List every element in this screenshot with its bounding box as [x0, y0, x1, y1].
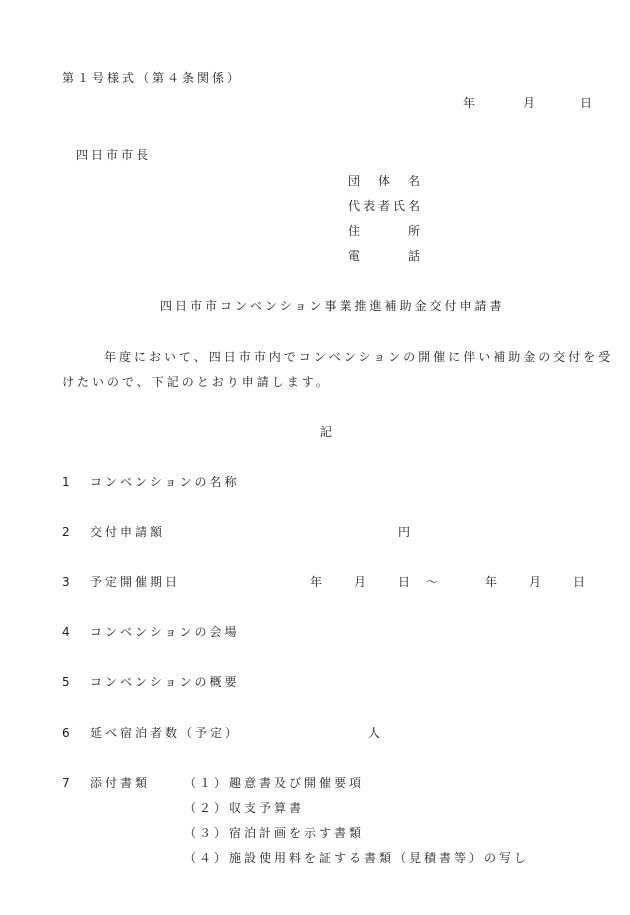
item-number: 5 — [62, 675, 73, 689]
item-label-grant-amount: 交付申請額 — [90, 525, 166, 539]
document-title: 四日市市コンベンション事業推進補助金交付申請書 — [160, 299, 505, 313]
attachment-item: （４）施設使用料を証する書類（見積書等）の写し — [184, 851, 530, 865]
item-label-scheduled-dates: 予定開催期日 — [90, 575, 181, 589]
date-day-label: 日 — [580, 96, 596, 110]
item-number: 6 — [62, 726, 73, 740]
person-unit: 人 — [368, 726, 384, 740]
start-day-label: 日 — [398, 575, 414, 589]
item-number: 3 — [62, 575, 73, 589]
attachment-item: （３）宿泊計画を示す書類 — [184, 826, 365, 840]
end-month-label: 月 — [529, 575, 545, 589]
applicant-group-name-label: 団 体 名 — [348, 174, 424, 188]
form-number: 第１号様式（第４条関係） — [62, 71, 243, 85]
range-tilde: ～ — [426, 575, 442, 589]
attachment-item: （２）収支予算書 — [184, 801, 305, 815]
ki-heading: 記 — [320, 425, 336, 439]
yen-unit: 円 — [398, 525, 414, 539]
attachment-item: （１）趣意書及び開催要項 — [184, 776, 365, 790]
item-number: 1 — [62, 475, 73, 489]
item-label-convention-name: コンベンションの名称 — [90, 475, 240, 489]
applicant-address-label: 住 所 — [348, 224, 424, 238]
item-label-attachments: 添付書類 — [90, 776, 151, 790]
start-year-label: 年 — [310, 575, 326, 589]
item-number: 7 — [62, 776, 73, 790]
end-year-label: 年 — [485, 575, 501, 589]
applicant-phone-label: 電 話 — [348, 249, 424, 263]
item-label-overview: コンベンションの概要 — [90, 675, 240, 689]
item-number: 2 — [62, 525, 73, 539]
addressee: 四日市市長 — [76, 148, 152, 162]
applicant-representative-label: 代表者氏名 — [348, 199, 424, 213]
start-month-label: 月 — [354, 575, 370, 589]
item-number: 4 — [62, 625, 73, 639]
item-label-venue: コンベンションの会場 — [90, 625, 240, 639]
date-year-label: 年 — [463, 96, 479, 110]
item-label-overnight-guests: 延べ宿泊者数（予定） — [90, 726, 241, 740]
body-line-1: 年度において、四日市市内でコンベンションの開催に伴い補助金の交付を受 — [104, 350, 614, 364]
body-line-2: けたいので、下記のとおり申請します。 — [62, 375, 331, 389]
date-month-label: 月 — [523, 96, 539, 110]
end-day-label: 日 — [573, 575, 589, 589]
